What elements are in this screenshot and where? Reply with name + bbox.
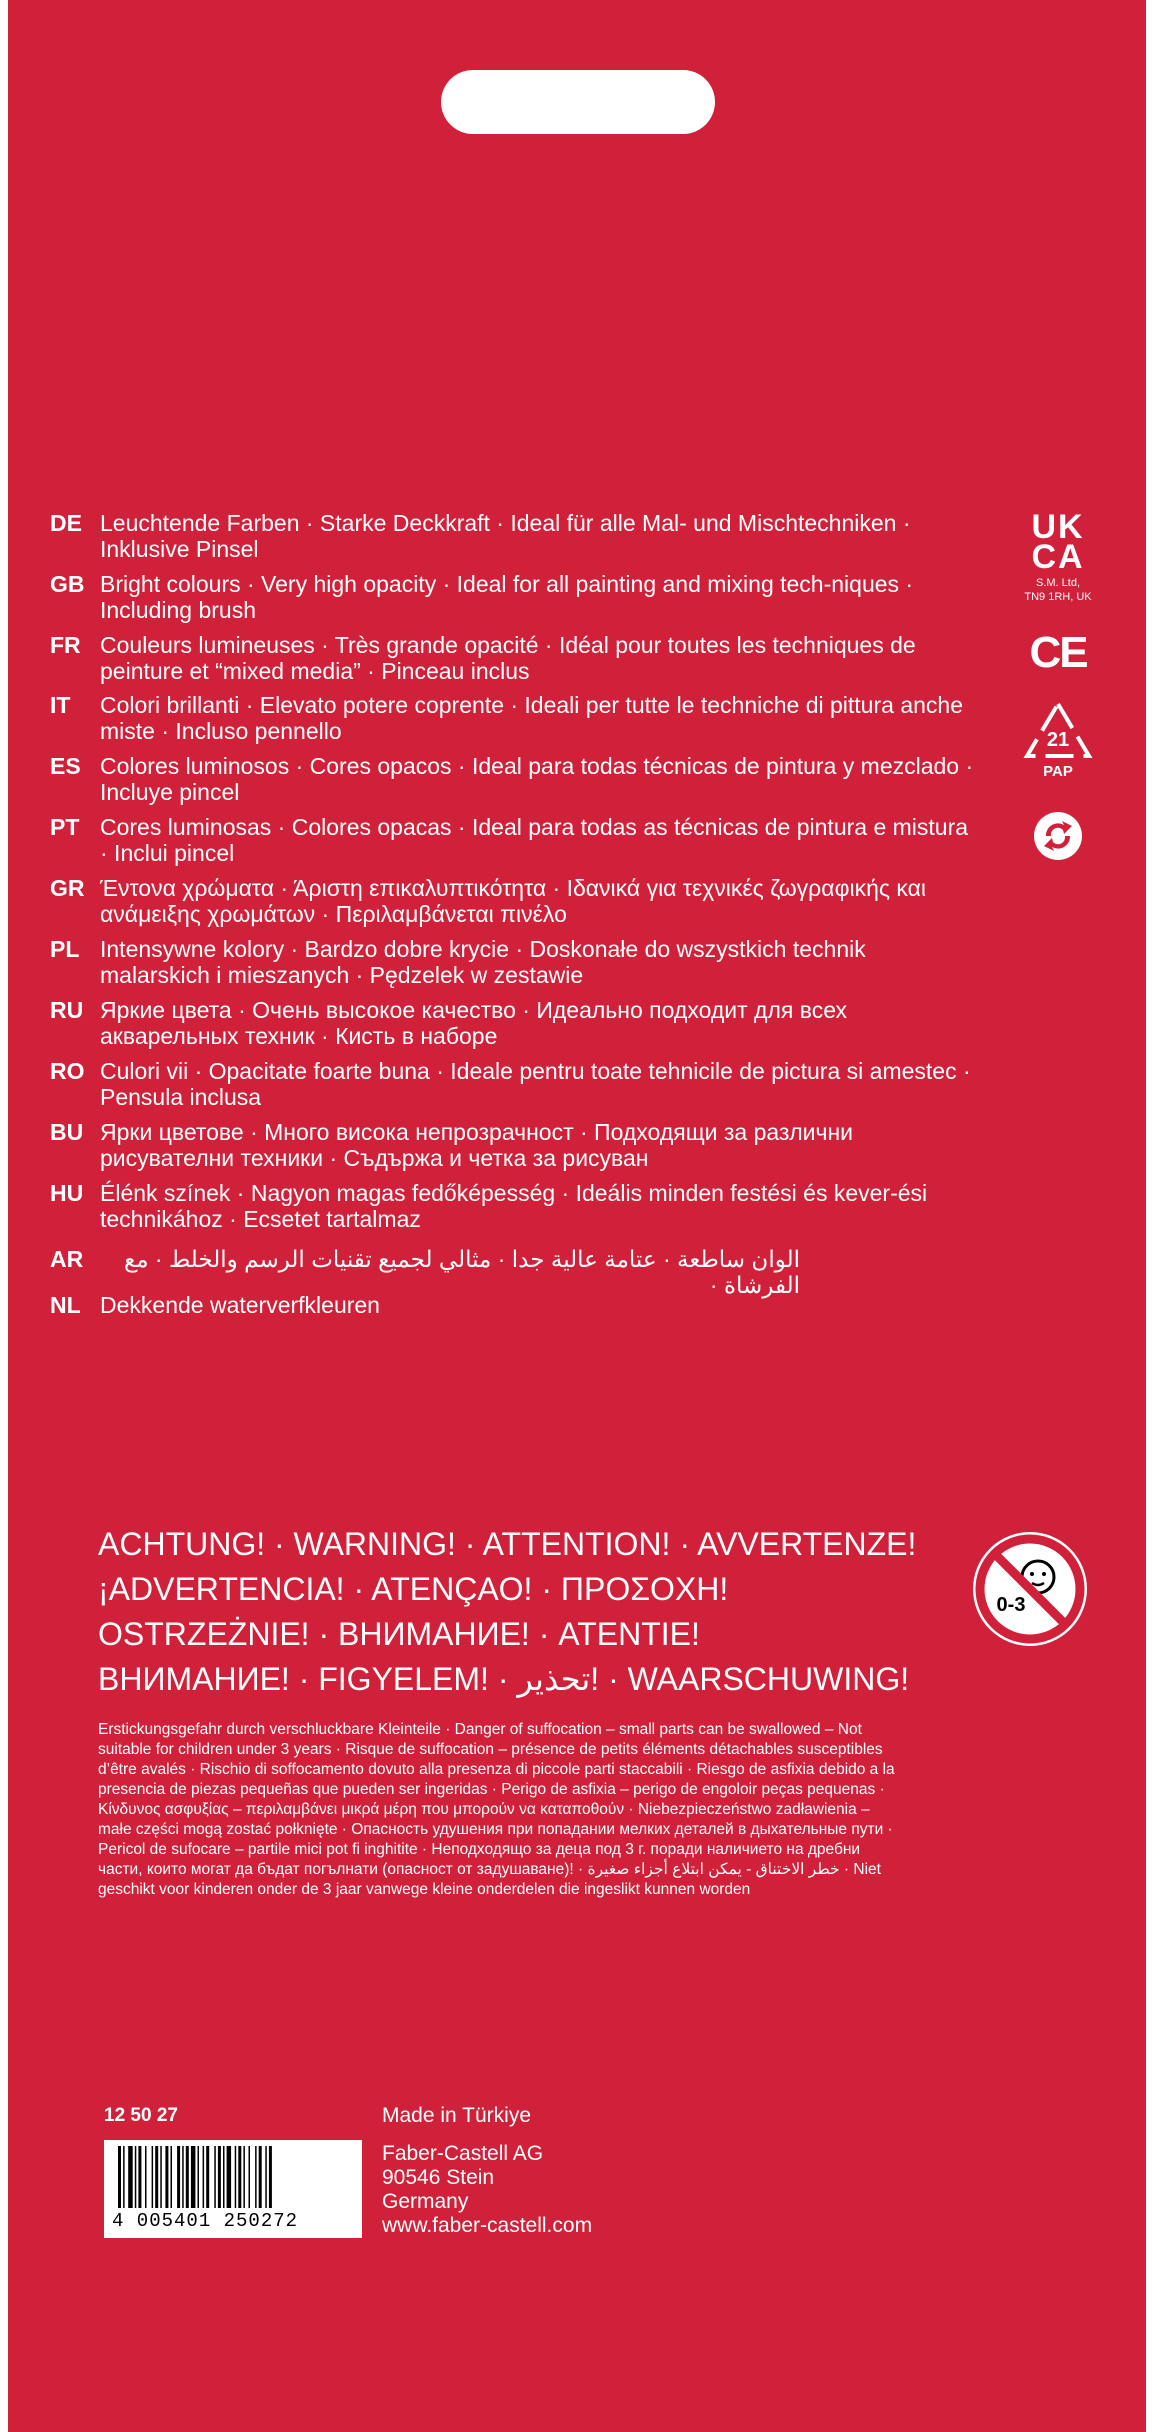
ukca-bottom: CA (1031, 538, 1085, 576)
lang-text: Cores luminosas · Colores opacas · Ideal para todas as técnicas de pintura e mistura · Inclui pincel (100, 814, 969, 866)
green-dot-icon (1032, 810, 1084, 862)
warning-line: ¡ADVERTENCIA! · ATENÇAO! · ΠΡΟΣΟΧΗ! (98, 1571, 729, 1607)
lang-text: Bright colours · Very high opacity · Ideal for all painting and mixing tech-niques · Including brush (100, 571, 914, 623)
lang-text: Ярки цветове · Много висока непрозрачност · Подходящи за различни рисувателни техники · Съдържа и четка за рисуван (100, 1119, 853, 1171)
warning-text: Erstickungsgefahr durch verschluckbare Kleinteile · Danger of suffocation – small parts can be swallowed – Not suitable for children under 3 years · Risque de suffocation – présence de petits éléments détachables susceptibles d’être avalés · Rischio di soffocamento dovuto alla presenza di piccole parti staccabili · Riesgo de asfixia debido a la presencia de piezas pequeñas que pueden ser ingeridas · Perigo de asfixia – perigo de engoloir peças pequenas · Κίνδυνος ασφυξίας – περιλαμβάνει μικρά μέρη που μπορούν να καταποθούν · Niebezpieczeństwo zadławienia – małe części mogą zostać połknięte · Опасность удушения при попадании мелких деталей в дыхательные пути · Pericol de sufocare – partile mici pot fi inghitite · Неподходящо за деца под 3 г. поради наличието на дребни части, които могат да бъдат погълнати (опасност от задушаване)! · خطر الاختناق - يمكن ابتلاع أجزاء صغيرة · Niet geschikt voor kinderen onder de 3 jaar vanwege kleine onderdelen die ingeslikt kunnen worden (98, 1721, 895, 1898)
barcode-stripe (259, 2146, 262, 2208)
lang-text: Colores luminosos · Cores opacos · Ideal para todas técnicas de pintura y mezclado · Incluye pincel (100, 753, 974, 805)
barcode-stripe (171, 2146, 173, 2208)
lang-code: NL (50, 1292, 81, 1318)
barcode-stripe (238, 2146, 241, 2208)
lang-code: ES (50, 753, 81, 779)
barcode-stripe (218, 2146, 221, 2208)
recycle-icon (1023, 700, 1093, 762)
lang-code: HU (50, 1180, 84, 1206)
barcode-stripe (243, 2146, 245, 2208)
ce-mark: CE (1029, 628, 1087, 677)
barcode-stripe (223, 2146, 225, 2208)
lang-text: Intensywne kolory · Bardzo dobre krycie · Doskonałe do wszystkich technik malarskich i mieszanych · Pędzelek w zestawie (100, 936, 866, 988)
barcode-bars (118, 2146, 348, 2208)
lang-code: AR (50, 1246, 84, 1272)
barcode-stripe (177, 2146, 180, 2208)
company-address (382, 2142, 592, 2238)
lang-code: GR (50, 875, 85, 901)
barcode-stripe (155, 2146, 158, 2208)
barcode-stripe (214, 2146, 216, 2208)
article-number: 12 50 27 (104, 2105, 178, 2126)
barcode-stripe (118, 2146, 121, 2208)
lang-code: DE (50, 510, 82, 536)
lang-text: Colori brillanti · Elevato potere coprente · Ideali per tutte le techniche di pittura anche miste · Incluso pennello (100, 692, 963, 744)
barcode-stripe (235, 2146, 237, 2208)
warning-line: OSTRZEŻNIE! · ВНИМАНИЕ! · ATENTIE! (98, 1616, 700, 1652)
age-warning-mark (968, 1527, 1092, 1656)
barcode-stripe (249, 2146, 251, 2208)
lang-text: Dekkende waterverfkleuren (100, 1292, 380, 1318)
lang-text: Leuchtende Farben · Starke Deckkraft · Ideal für alle Mal- und Mischtechniken · Inklusive Pinsel (100, 510, 911, 562)
ukca-address-1: S.M. Ltd, (1035, 577, 1081, 589)
barcode-stripe (128, 2146, 133, 2208)
recycle-number: 21 (1046, 729, 1070, 751)
barcode-stripe (255, 2146, 257, 2208)
made-in: Made in Türkiye (382, 2104, 532, 2127)
lang-text: الوان ساطعة · عتامة عالية جدا · مثالي لجميع تقنيات الرسم والخلط · مع الفرشاة · (123, 1246, 800, 1298)
barcode-stripe (198, 2146, 200, 2208)
lang-code: RO (50, 1058, 85, 1084)
barcode-stripe (165, 2146, 168, 2208)
lang-text: Яркие цвета · Очень высокое качество · Идеально подходит для всех акварельных техник · Кисть в наборе (100, 997, 847, 1049)
barcode-stripe (191, 2146, 196, 2208)
age-label: 0-3 (996, 1594, 1026, 1616)
recycle-mark (1008, 700, 1108, 780)
ukca-top: UK (1031, 508, 1085, 546)
barcode-stripe (182, 2146, 184, 2208)
ukca-address-2: TN9 1RH, UK (1024, 591, 1092, 603)
company-city: 90546 Stein (382, 2166, 495, 2189)
hang-hole (441, 70, 715, 134)
lang-code: FR (50, 632, 81, 658)
packaging-back-panel (8, 0, 1146, 2432)
green-dot-mark (1008, 810, 1108, 867)
barcode-stripe (123, 2146, 125, 2208)
lang-code: BU (50, 1119, 84, 1145)
recycle-label: PAP (1043, 763, 1073, 780)
company-name: Faber-Castell AG (382, 2142, 544, 2165)
lang-text: Couleurs lumineuses · Très grande opacité · Idéal pour toutes les techniques de peinture et “mixed media” · Pinceau inclus (100, 632, 916, 684)
barcode-digits: 4 005401 250272 (112, 2210, 299, 2232)
lang-text: Élénk színek · Nagyon magas fedőképesség · Ideális minden festési és kever-ési technikához · Ecsetet tartalmaz (100, 1180, 928, 1232)
lang-code: IT (50, 692, 71, 718)
barcode-stripe (227, 2146, 232, 2208)
barcode-stripe (265, 2146, 267, 2208)
barcode-stripe (135, 2146, 137, 2208)
barcode-stripe (160, 2146, 162, 2208)
barcode-stripe (186, 2146, 189, 2208)
barcode (104, 2140, 362, 2238)
lang-text: Έντονα χρώματα · Άριστη επικαλυπτικότητα · Ιδανικά για τεχνικές ζωγραφικής και ανάμειξης χρωμάτων · Περιλαμβάνεται πινέλο (100, 875, 926, 927)
warning-line: ВНИМАНИЕ! · FIGYELEM! · تحذير! · WAARSCHUWING! (98, 1661, 910, 1697)
barcode-stripe (145, 2146, 147, 2208)
lang-text: Culori vii · Opacitate foarte buna · Ideale pentru toate tehnicile de pictura si amestec · Pensula inclusa (100, 1058, 971, 1110)
lang-code: GB (50, 571, 85, 597)
barcode-stripe (269, 2146, 272, 2208)
warning-headline (98, 1522, 998, 1702)
barcode-stripe (138, 2146, 141, 2208)
lang-code: RU (50, 997, 84, 1023)
lang-code: PT (50, 814, 80, 840)
lang-code: PL (50, 936, 80, 962)
ukca-mark (1008, 508, 1108, 604)
company-website[interactable]: www.faber-castell.com (382, 2214, 593, 2237)
barcode-stripe (203, 2146, 205, 2208)
not-for-under-3-icon (968, 1527, 1092, 1651)
company-country: Germany (382, 2190, 469, 2213)
barcode-stripe (152, 2146, 154, 2208)
warning-line: ACHTUNG! · WARNING! · ATTENTION! · AVVERTENZE! (98, 1526, 917, 1562)
barcode-stripe (206, 2146, 209, 2208)
